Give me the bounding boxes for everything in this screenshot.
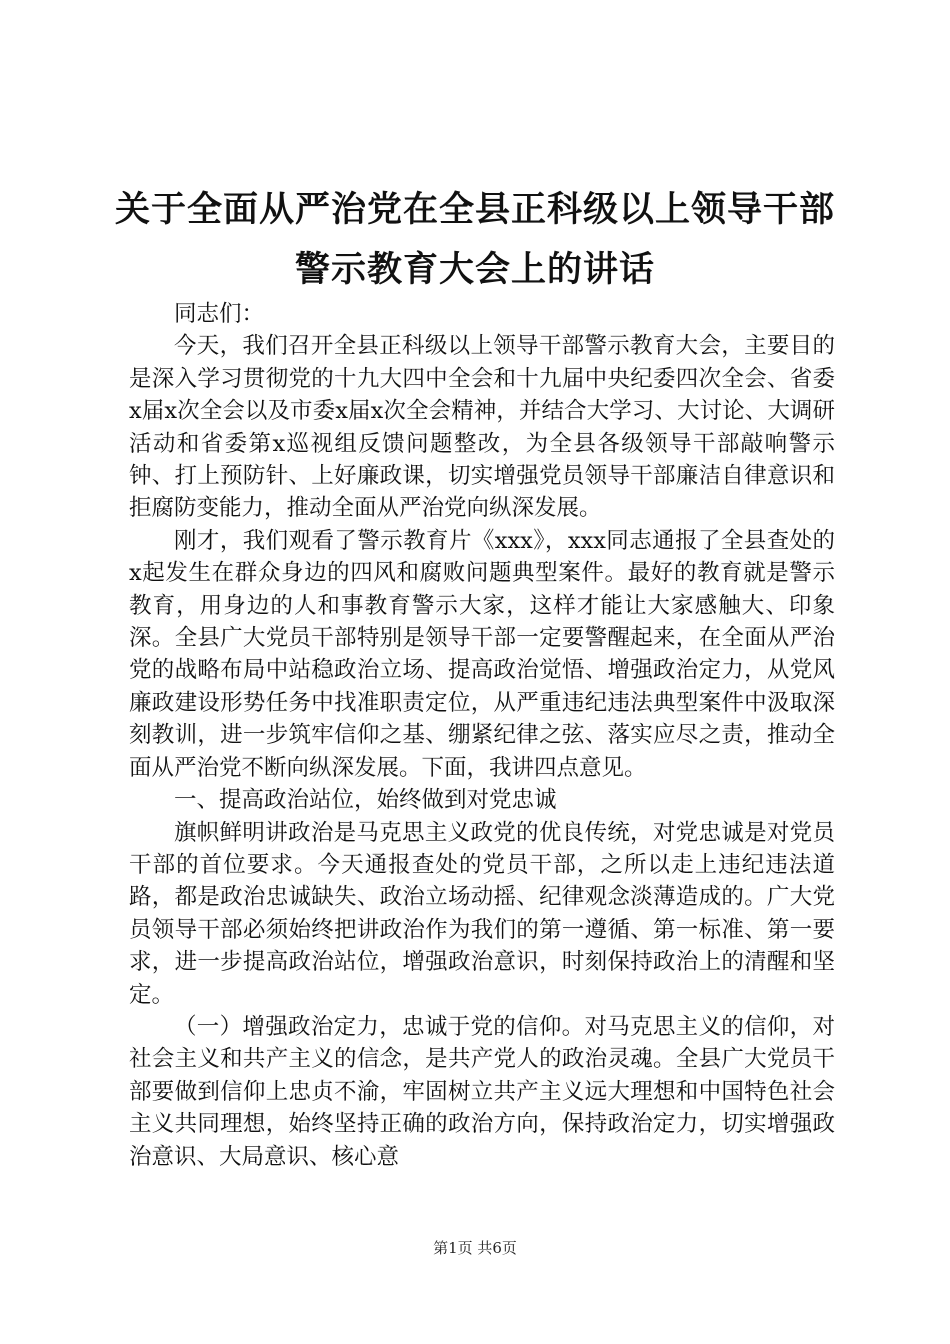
page-number-footer: 第1页 共6页: [433, 1239, 517, 1257]
body-paragraph: 刚才，我们观看了警示教育片《xxx》，xxx同志通报了全县查处的x起发生在群众身边的四风和腐败问题典型案件。最好的教育就是警示教育，用身边的人和事教育警示大家，这样才能让大家感触大、印象深。全县广大党员干部特别是领导干部一定要警醒起来，在全面从严治党的战略布局中站稳政治立场、提高政治觉悟、增强政治定力，从党风廉政建设形势任务中找准职责定位，从严重违纪违法典型案件中汲取深刻教训，进一步筑牢信仰之基、绷紧纪律之弦、落实应尽之责，推动全面从严治党不断向纵深发展。下面，我讲四点意见。: [129, 527, 835, 781]
document-body: [129, 298, 835, 1173]
body-paragraph: 今天，我们召开全县正科级以上领导干部警示教育大会，主要目的是深入学习贯彻党的十九大四中全会和十九届中央纪委四次全会、省委x届x次全会以及市委x届x次全会精神，并结合大学习、大讨论、大调研活动和省委第x巡视组反馈问题整改，为全县各级领导干部敲响警示钟、打上预防针、上好廉政课，切实增强党员领导干部廉洁自律意识和拒腐防变能力，推动全面从严治党向纵深发展。: [129, 333, 835, 522]
section-heading: 一、提高政治站位，始终做到对党忠诚: [174, 787, 557, 814]
body-paragraph: 旗帜鲜明讲政治是马克思主义政党的优良传统，对党忠诚是对党员干部的首位要求。今天通报查处的党员干部，之所以走上违纪违法道路，都是政治忠诚缺失、政治立场动摇、纪律观念淡薄造成的。广大党员领导干部必须始终把讲政治作为我们的第一遵循、第一标准、第一要求，进一步提高政治站位，增强政治意识，时刻保持政治上的清醒和坚定。: [129, 819, 835, 1008]
document-title-line-1: 关于全面从严治党在全县正科级以上领导干部: [114, 190, 835, 230]
body-paragraph: （一）增强政治定力，忠诚于党的信仰。对马克思主义的信仰，对社会主义和共产主义的信念，是共产党人的政治灵魂。全县广大党员干部要做到信仰上忠贞不渝，牢固树立共产主义远大理想和中国特色社会主义共同理想，始终坚持正确的政治方向，保持政治定力，切实增强政治意识、大局意识、核心意: [129, 1013, 835, 1170]
document-title-line-2: 警示教育大会上的讲话: [294, 250, 655, 290]
salutation: 同志们：: [174, 301, 265, 327]
